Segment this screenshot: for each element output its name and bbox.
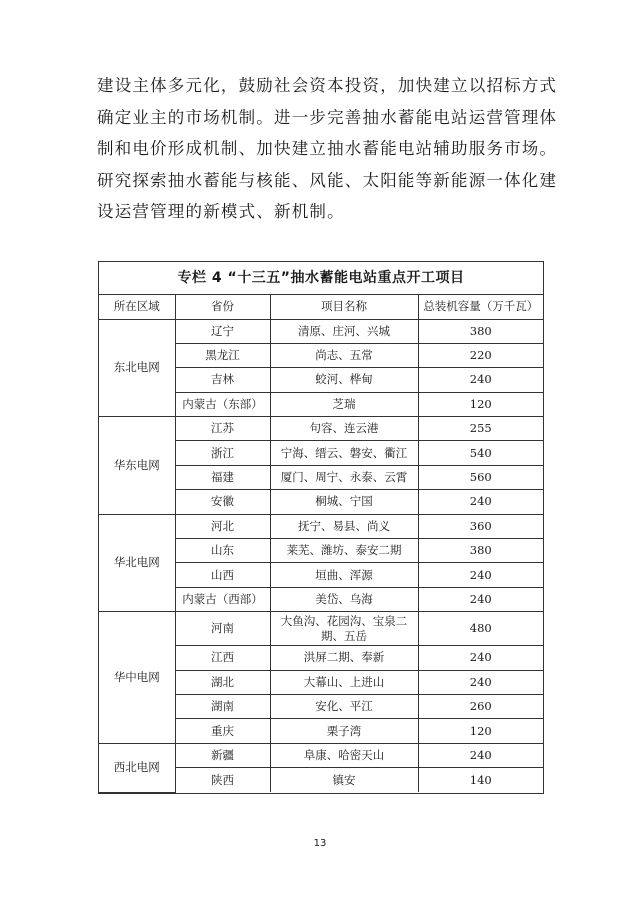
capacity-cell: 255 bbox=[418, 417, 543, 441]
province-cell: 浙江 bbox=[175, 441, 270, 465]
province-cell: 重庆 bbox=[175, 719, 270, 743]
table-header-row bbox=[99, 295, 543, 319]
project-cell: 大鱼沟、花园沟、宝泉二期、五岳 bbox=[270, 612, 418, 646]
project-cell: 桐城、宁国 bbox=[270, 490, 418, 514]
project-table-box bbox=[98, 261, 544, 794]
project-cell: 大幕山、上进山 bbox=[270, 670, 418, 694]
project-cell: 宁海、缙云、磐安、衢江 bbox=[270, 441, 418, 465]
capacity-cell: 540 bbox=[418, 441, 543, 465]
page-number: 13 bbox=[313, 838, 327, 849]
capacity-cell: 240 bbox=[418, 646, 543, 670]
project-cell: 清原、庄河、兴城 bbox=[270, 319, 418, 343]
region-cell: 华中电网 bbox=[99, 612, 175, 744]
capacity-cell: 240 bbox=[418, 368, 543, 392]
capacity-cell: 240 bbox=[418, 743, 543, 767]
project-cell: 阜康、哈密天山 bbox=[270, 743, 418, 767]
province-cell: 山西 bbox=[175, 563, 270, 587]
province-cell: 河南 bbox=[175, 612, 270, 646]
table-row bbox=[99, 514, 543, 538]
capacity-cell: 240 bbox=[418, 670, 543, 694]
project-cell: 美岱、乌海 bbox=[270, 587, 418, 611]
capacity-cell: 240 bbox=[418, 490, 543, 514]
paragraph-line: 设运营管理的新模式、新机制。 bbox=[97, 202, 345, 222]
capacity-cell: 260 bbox=[418, 694, 543, 718]
province-cell: 江苏 bbox=[175, 417, 270, 441]
table-title: 专栏 4 “十三五”抽水蓄能电站重点开工项目 bbox=[99, 262, 543, 295]
province-cell: 陕西 bbox=[175, 768, 270, 792]
project-cell: 抚宁、易县、尚义 bbox=[270, 514, 418, 538]
capacity-cell: 140 bbox=[418, 768, 543, 792]
project-cell: 安化、平江 bbox=[270, 694, 418, 718]
province-cell: 福建 bbox=[175, 465, 270, 489]
capacity-cell: 220 bbox=[418, 343, 543, 367]
province-cell: 内蒙古（东部） bbox=[175, 392, 270, 416]
province-cell: 山东 bbox=[175, 539, 270, 563]
province-cell: 江西 bbox=[175, 646, 270, 670]
province-cell: 湖北 bbox=[175, 670, 270, 694]
region-cell: 东北电网 bbox=[99, 319, 175, 417]
project-cell: 镇安 bbox=[270, 768, 418, 792]
project-table bbox=[99, 295, 543, 793]
table-row bbox=[99, 417, 543, 441]
province-cell: 河北 bbox=[175, 514, 270, 538]
header-capacity: 总装机容量（万千瓦） bbox=[418, 295, 543, 319]
project-cell: 栗子湾 bbox=[270, 719, 418, 743]
paragraph-line: 建设主体多元化，鼓励社会资本投资，加快建立以招标方式 bbox=[97, 76, 558, 95]
table-row bbox=[99, 612, 543, 646]
province-cell: 黑龙江 bbox=[175, 343, 270, 367]
paragraph-line: 制和电价形成机制、加快建立抽水蓄能电站辅助服务市场。 bbox=[97, 139, 558, 159]
capacity-cell: 120 bbox=[418, 392, 543, 416]
region-cell: 华东电网 bbox=[99, 417, 175, 515]
province-cell: 安徽 bbox=[175, 490, 270, 514]
body-paragraph bbox=[97, 70, 557, 228]
region-cell: 西北电网 bbox=[99, 743, 175, 792]
province-cell: 内蒙古（西部） bbox=[175, 587, 270, 611]
project-cell: 芝瑞 bbox=[270, 392, 418, 416]
project-cell: 厦门、周宁、永泰、云霄 bbox=[270, 465, 418, 489]
capacity-cell: 120 bbox=[418, 719, 543, 743]
capacity-cell: 360 bbox=[418, 514, 543, 538]
project-cell: 莱芜、潍坊、泰安二期 bbox=[270, 539, 418, 563]
project-cell: 垣曲、浑源 bbox=[270, 563, 418, 587]
province-cell: 新疆 bbox=[175, 743, 270, 767]
capacity-cell: 380 bbox=[418, 539, 543, 563]
province-cell: 湖南 bbox=[175, 694, 270, 718]
table-body bbox=[99, 319, 543, 792]
capacity-cell: 240 bbox=[418, 563, 543, 587]
header-region: 所在区域 bbox=[99, 295, 175, 319]
paragraph-line: 确定业主的市场机制。进一步完善抽水蓄能电站运营管理体 bbox=[97, 107, 558, 127]
capacity-cell: 560 bbox=[418, 465, 543, 489]
paragraph-line: 研究探索抽水蓄能与核能、风能、太阳能等新能源一体化建 bbox=[97, 170, 558, 190]
capacity-cell: 240 bbox=[418, 587, 543, 611]
region-cell: 华北电网 bbox=[99, 514, 175, 612]
province-cell: 吉林 bbox=[175, 368, 270, 392]
project-cell: 尚志、五常 bbox=[270, 343, 418, 367]
project-cell: 句容、连云港 bbox=[270, 417, 418, 441]
province-cell: 辽宁 bbox=[175, 319, 270, 343]
header-project: 项目名称 bbox=[270, 295, 418, 319]
capacity-cell: 480 bbox=[418, 612, 543, 646]
header-province: 省份 bbox=[175, 295, 270, 319]
project-cell: 洪屏二期、奉新 bbox=[270, 646, 418, 670]
table-row bbox=[99, 743, 543, 767]
capacity-cell: 380 bbox=[418, 319, 543, 343]
project-cell: 蛟河、桦甸 bbox=[270, 368, 418, 392]
table-row bbox=[99, 319, 543, 343]
